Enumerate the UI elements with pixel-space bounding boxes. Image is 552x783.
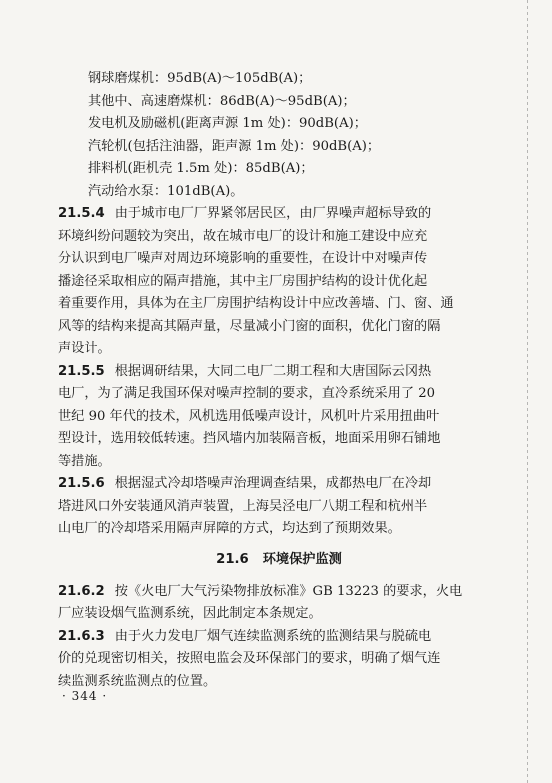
clause-number: 21.5.4 [58,206,105,221]
clause-text: 按《火电厂大气污染物排放标准》GB 13223 的要求，火电 [114,583,463,599]
clause-number: 21.5.6 [58,476,105,491]
list-item: 汽动给水泵：101dB(A)。 [88,183,244,199]
clause-text: 型设计，选用较低转速。挡风墙内加装隔音板，地面采用卵石铺地 [58,431,441,446]
clause-21-6-3 [58,626,500,694]
clause-text: 播途径采取相应的隔声措施，其中主厂房围护结构的设计优化起 [58,273,428,289]
clause-21-5-5 [58,361,500,474]
clause-text: 续监测系统监测点的位置。 [58,673,217,689]
clause-text: 山电厂的冷却塔采用隔声屏障的方式，均达到了预期效果。 [58,521,401,536]
clause-text: 风等的结构来提高其隔声量，尽量减小门窗的面积，优化门窗的隔 [58,318,441,334]
page-content [58,68,500,693]
clause-21-5-4 [58,203,500,361]
clause-text: 等措施。 [58,453,111,469]
clause-number: 21.6.3 [58,628,105,644]
clause-text: 由于城市电厂厂界紧邻居民区，由厂界噪声超标导致的 [114,206,432,221]
clause-21-6-2 [58,581,500,626]
page-number: · 344 · [62,689,108,703]
clause-text: 根据调研结果，大同二电厂二期工程和大唐国际云冈热 [114,363,432,379]
list-item: 汽轮机(包括注油器，距声源 1m 处)：90dB(A)； [88,138,381,154]
clause-text: 声设计。 [58,341,111,356]
section-heading [58,543,500,577]
clause-text: 电厂，为了满足我国环保对噪声控制的要求，直冷系统采用了 20 [58,386,436,401]
list-item: 发电机及励磁机(距离声源 1m 处)：90dB(A)； [88,116,367,131]
clause-text: 分认识到电厂噪声对周边环境影响的重要性，在设计中对噪声传 [58,251,428,266]
page-edge-line [527,0,528,783]
noise-level-list [58,68,500,203]
section-number: 21.6 [216,551,249,567]
clause-text: 世纪 90 年代的技术，风机选用低噪声设计，风机叶片采用扭曲叶 [58,408,440,424]
clause-text: 着重要作用，具体为在主厂房围护结构设计中应改善墙、门、窗、通 [58,296,454,311]
list-item: 排料机(距机壳 1.5m 处)：85dB(A)； [88,161,314,176]
clause-text: 厂应装设烟气监测系统，因此制定本条规定。 [58,606,322,621]
clause-text: 环境纠纷问题较为突出，故在城市电厂的设计和施工建设中应充 [58,228,428,244]
section-title: 环境保护监测 [262,551,342,567]
clause-text: 根据湿式冷却塔噪声治理调查结果，成都热电厂在冷却 [114,476,432,491]
clause-number: 21.5.5 [58,363,105,379]
clause-text: 由于火力发电厂烟气连续监测系统的监测结果与脱硫电 [114,628,432,644]
list-item: 钢球磨煤机：95dB(A)～105dB(A)； [88,71,312,86]
clause-21-5-6 [58,473,500,541]
list-item: 其他中、高速磨煤机：86dB(A)～95dB(A)； [88,93,356,109]
clause-text: 塔进风口外安装通风消声装置，上海吴泾电厂八期工程和杭州半 [58,498,428,514]
clause-text: 价的兑现密切相关，按照电监会及环保部门的要求，明确了烟气连 [58,651,441,666]
clause-number: 21.6.2 [58,583,105,599]
